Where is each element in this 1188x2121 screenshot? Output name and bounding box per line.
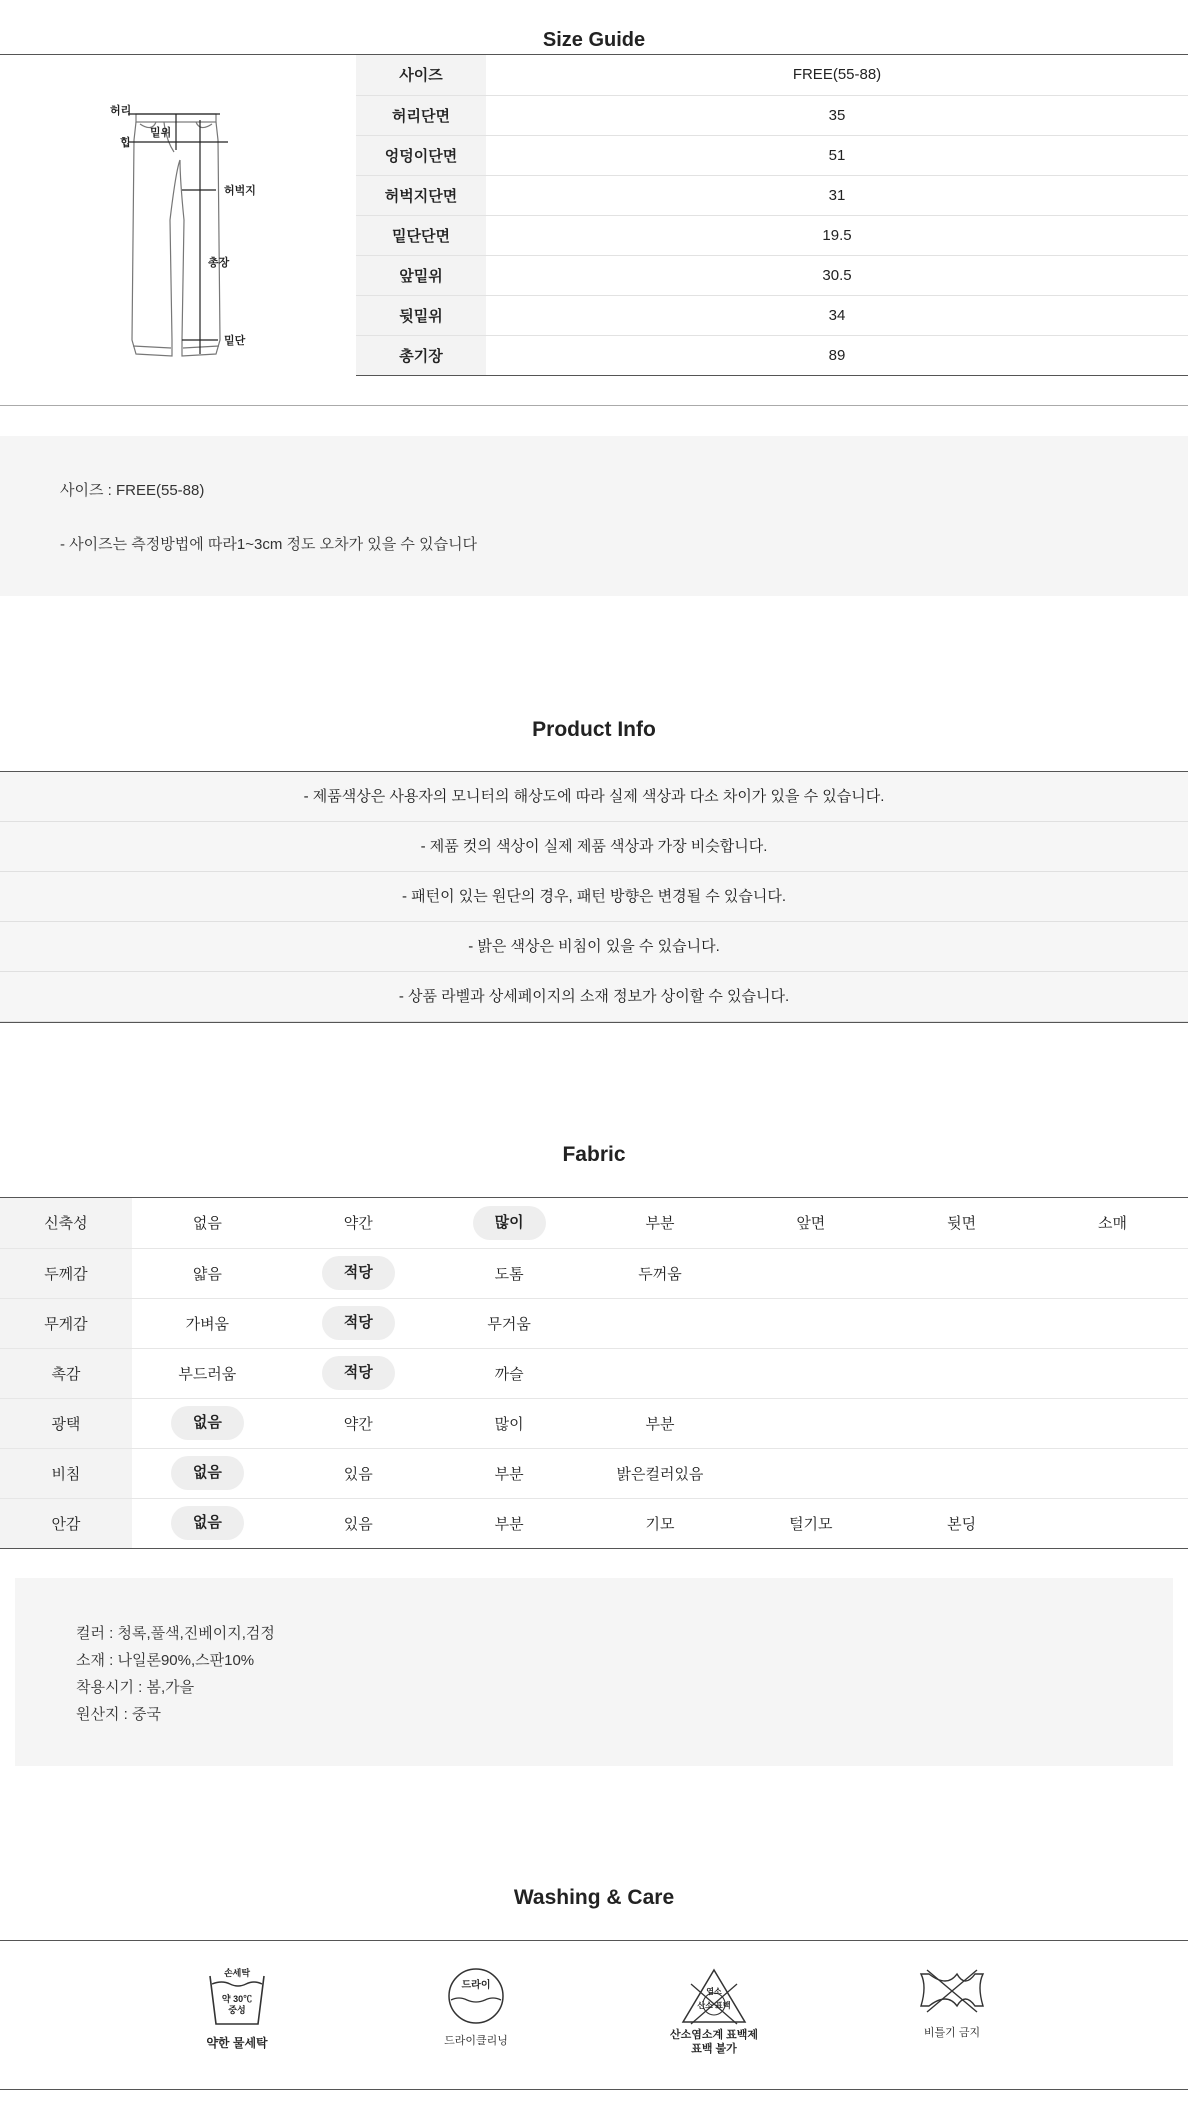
fabric-option-cell <box>434 1198 585 1248</box>
fabric-option: 소매 <box>1098 1215 1128 1233</box>
fabric-option-cell <box>886 1498 1037 1548</box>
fabric-option-cell <box>1037 1398 1188 1448</box>
fabric-option-selected: 적당 <box>322 1256 395 1290</box>
fabric-option: 두꺼움 <box>638 1265 682 1283</box>
fabric-option-cell <box>283 1398 434 1448</box>
dry-clean-inner-text: 드라이 <box>461 1980 491 1991</box>
size-row-value: 34 <box>486 295 1188 335</box>
fabric-option: 많이 <box>494 1415 524 1433</box>
fabric-option-cell <box>735 1348 886 1398</box>
size-row <box>356 175 1188 215</box>
size-row-label: 뒷밑위 <box>356 295 486 335</box>
no-bleach-icon <box>679 1966 749 2026</box>
fabric-option-cell <box>283 1498 434 1548</box>
fabric-option-selected: 없음 <box>171 1406 244 1440</box>
fabric-option-selected: 적당 <box>322 1356 395 1390</box>
fabric-row-label: 신축성 <box>0 1198 132 1248</box>
diagram-label-hem: 밑단 <box>224 335 246 347</box>
fabric-option-cell <box>735 1398 886 1448</box>
hand-wash-care <box>167 1966 307 2050</box>
product-info-title: Product Info <box>532 718 656 741</box>
fabric-option-selected: 적당 <box>322 1306 395 1340</box>
size-row-value: 30.5 <box>486 255 1188 295</box>
size-row-value: 89 <box>486 335 1188 375</box>
no-bleach-care <box>644 1966 784 2056</box>
size-row-value: 19.5 <box>486 215 1188 255</box>
details-box <box>15 1578 1173 1766</box>
fabric-option: 무거움 <box>487 1315 531 1333</box>
fabric-option-cell <box>132 1398 283 1448</box>
size-table <box>356 55 1188 376</box>
svg-text:중성: 중성 <box>228 2005 246 2015</box>
fabric-option-cell <box>735 1448 886 1498</box>
fabric-title: Fabric <box>562 1143 626 1166</box>
fabric-option: 앞면 <box>796 1215 826 1233</box>
size-row <box>356 95 1188 135</box>
fabric-option-cell <box>735 1248 886 1298</box>
product-info-item: - 제품색상은 사용자의 모니터의 해상도에 따라 실제 색상과 다소 차이가 있을 수 있습니다. <box>0 772 1188 822</box>
product-info-item: - 밝은 색상은 비침이 있을 수 있습니다. <box>0 922 1188 972</box>
no-bleach-label <box>644 2028 784 2056</box>
diagram-label-waist: 허리 <box>110 105 132 117</box>
size-row-label: 사이즈 <box>356 55 486 95</box>
fabric-option-cell <box>1037 1248 1188 1298</box>
fabric-row-label: 안감 <box>0 1498 132 1548</box>
fabric-option-cell <box>434 1248 585 1298</box>
fabric-option-cell <box>1037 1298 1188 1348</box>
fabric-option-cell <box>283 1248 434 1298</box>
hand-wash-label: 약한 물세탁 <box>206 2036 268 2050</box>
fabric-option: 있음 <box>343 1515 373 1533</box>
fabric-option: 도톰 <box>494 1265 524 1283</box>
size-row-label: 허리단면 <box>356 95 486 135</box>
size-row <box>356 135 1188 175</box>
fabric-row-label: 비침 <box>0 1448 132 1498</box>
no-wring-label: 비틀기 금지 <box>923 2027 981 2039</box>
hand-wash-top-text: 손세탁 <box>223 1968 251 1978</box>
fabric-row-label: 촉감 <box>0 1348 132 1398</box>
no-wring-care <box>882 1966 1022 2040</box>
fabric-option-cell <box>886 1448 1037 1498</box>
fabric-option-selected: 없음 <box>171 1506 244 1540</box>
size-row <box>356 255 1188 295</box>
fabric-option: 본딩 <box>947 1515 977 1533</box>
fabric-option-cell <box>132 1198 283 1248</box>
fabric-option: 기모 <box>645 1515 675 1533</box>
svg-text:약 30℃: 약 30℃ <box>221 1994 253 2004</box>
fabric-option: 부분 <box>645 1415 675 1433</box>
washing-care-title: Washing & Care <box>513 1886 675 1909</box>
fabric-option: 뒷면 <box>947 1215 977 1233</box>
svg-text:산소 표백: 산소 표백 <box>697 2001 731 2010</box>
svg-text:염소: 염소 <box>706 1987 722 1996</box>
product-info-item: - 제품 컷의 색상이 실제 제품 색상과 가장 비슷합니다. <box>0 822 1188 872</box>
fabric-option-cell <box>434 1448 585 1498</box>
size-row-label: 총기장 <box>356 335 486 375</box>
fabric-option-cell <box>1037 1348 1188 1398</box>
product-info-item: - 패턴이 있는 원단의 경우, 패턴 방향은 변경될 수 있습니다. <box>0 872 1188 922</box>
fabric-row <box>0 1248 1188 1298</box>
fabric-row <box>0 1448 1188 1498</box>
size-row-value: 31 <box>486 175 1188 215</box>
fabric-option: 약간 <box>343 1215 373 1233</box>
fabric-table <box>0 1198 1188 1549</box>
detail-season: 착용시기 : 봄,가을 <box>76 1679 195 1696</box>
fabric-option-cell <box>434 1398 585 1448</box>
size-row <box>356 335 1188 375</box>
fabric-option-cell <box>735 1198 886 1248</box>
fabric-option: 까슬 <box>494 1365 524 1383</box>
fabric-row-label: 무게감 <box>0 1298 132 1348</box>
fabric-option-cell <box>886 1398 1037 1448</box>
size-guide-title: Size Guide <box>542 29 646 51</box>
fabric-option-cell <box>735 1298 886 1348</box>
size-row-label: 밑단단면 <box>356 215 486 255</box>
fabric-option-cell <box>585 1448 736 1498</box>
fabric-option-cell <box>132 1448 283 1498</box>
fabric-option: 부분 <box>494 1465 524 1483</box>
product-info-item: - 상품 라벨과 상세페이지의 소재 정보가 상이할 수 있습니다. <box>0 972 1188 1022</box>
fabric-option: 털기모 <box>789 1515 833 1533</box>
diagram-label-thigh: 허벅지 <box>224 185 256 197</box>
fabric-option-cell <box>886 1298 1037 1348</box>
size-row-value: 35 <box>486 95 1188 135</box>
washing-bottom-rule <box>0 2089 1188 2090</box>
fabric-option-cell <box>283 1448 434 1498</box>
size-row-label: 허벅지단면 <box>356 175 486 215</box>
diagram-label-length: 총장 <box>208 257 230 269</box>
fabric-row <box>0 1198 1188 1248</box>
fabric-option-cell <box>434 1298 585 1348</box>
fabric-option-cell <box>886 1198 1037 1248</box>
detail-material: 소재 : 나일론90%,스판10% <box>76 1652 255 1669</box>
product-info-bottom-rule <box>0 1022 1188 1023</box>
size-row <box>356 295 1188 335</box>
size-note-2: - 사이즈는 측정방법에 따라1~3cm 정도 오차가 있을 수 있습니다 <box>60 536 478 553</box>
no-bleach-label-text: 산소염소계 표백제 표백 불가 <box>669 2029 759 2055</box>
fabric-option-cell <box>434 1498 585 1548</box>
fabric-option-cell <box>585 1398 736 1448</box>
fabric-option-cell <box>735 1498 886 1548</box>
fabric-row <box>0 1398 1188 1448</box>
fabric-option-cell <box>1037 1448 1188 1498</box>
fabric-option-cell <box>585 1248 736 1298</box>
size-row-value: FREE(55-88) <box>486 55 1188 95</box>
hand-wash-icon <box>202 1966 272 2032</box>
fabric-row-label: 두께감 <box>0 1248 132 1298</box>
fabric-row <box>0 1298 1188 1348</box>
fabric-option: 있음 <box>343 1465 373 1483</box>
fabric-option-cell <box>1037 1198 1188 1248</box>
fabric-option-cell <box>132 1298 283 1348</box>
pants-diagram <box>100 100 280 370</box>
fabric-option-selected: 많이 <box>473 1206 546 1240</box>
dry-clean-care <box>406 1966 546 2048</box>
fabric-option-cell <box>585 1298 736 1348</box>
detail-origin: 원산지 : 중국 <box>76 1706 161 1723</box>
no-wring-icon <box>917 1966 987 2016</box>
fabric-option-cell <box>132 1498 283 1548</box>
fabric-option-cell <box>886 1248 1037 1298</box>
fabric-option: 약간 <box>343 1415 373 1433</box>
fabric-option-cell <box>1037 1498 1188 1548</box>
fabric-row <box>0 1348 1188 1398</box>
diagram-label-rise: 밑위 <box>150 127 172 139</box>
fabric-option: 밝은컬러있음 <box>616 1465 704 1483</box>
size-row <box>356 55 1188 95</box>
fabric-option: 가벼움 <box>185 1315 230 1333</box>
fabric-row <box>0 1498 1188 1548</box>
size-note-1: 사이즈 : FREE(55-88) <box>60 482 205 499</box>
fabric-option: 부분 <box>645 1215 675 1233</box>
dry-clean-label: 드라이클리닝 <box>444 2035 508 2047</box>
fabric-option-cell <box>283 1298 434 1348</box>
size-row-label: 엉덩이단면 <box>356 135 486 175</box>
washing-top-rule <box>0 1940 1188 1941</box>
fabric-option: 얇음 <box>192 1265 222 1283</box>
fabric-option-cell <box>132 1348 283 1398</box>
fabric-option: 부드러움 <box>178 1365 237 1383</box>
fabric-option-cell <box>434 1348 585 1398</box>
fabric-option-cell <box>283 1348 434 1398</box>
fabric-option-cell <box>886 1348 1037 1398</box>
fabric-option-cell <box>585 1348 736 1398</box>
dry-clean-icon <box>443 1966 509 2026</box>
detail-color: 컬러 : 청록,풀색,진베이지,검정 <box>76 1625 275 1642</box>
size-row <box>356 215 1188 255</box>
fabric-option-cell <box>585 1198 736 1248</box>
fabric-option: 부분 <box>494 1515 524 1533</box>
fabric-option-cell <box>585 1498 736 1548</box>
size-notes-box <box>0 436 1188 596</box>
size-row-label: 앞밑위 <box>356 255 486 295</box>
size-guide-bottom-rule <box>0 405 1188 406</box>
fabric-option-selected: 없음 <box>171 1456 244 1490</box>
fabric-option-cell <box>283 1198 434 1248</box>
fabric-row-label: 광택 <box>0 1398 132 1448</box>
fabric-option: 없음 <box>192 1215 222 1233</box>
fabric-option-cell <box>132 1248 283 1298</box>
size-row-value: 51 <box>486 135 1188 175</box>
diagram-label-hip: 힙 <box>120 137 131 149</box>
